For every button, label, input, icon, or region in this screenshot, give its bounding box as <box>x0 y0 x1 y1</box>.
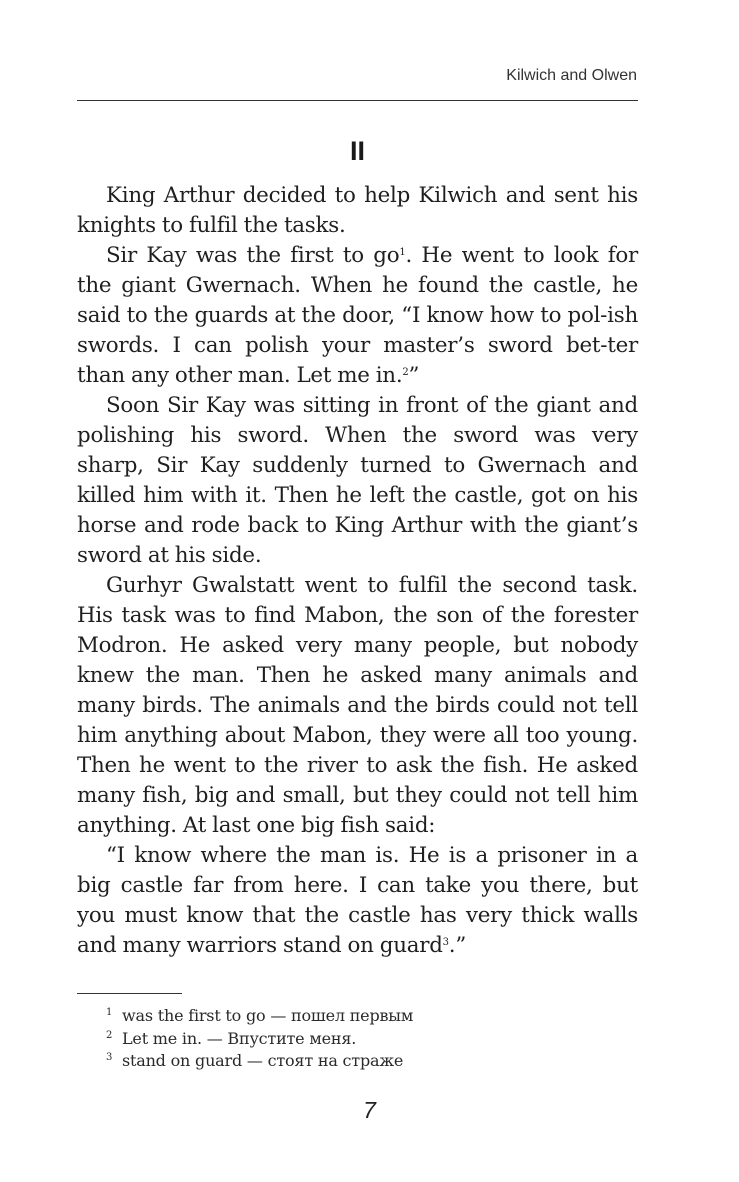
footnote-item: 3 stand on guard — стоят на страже <box>106 1051 404 1070</box>
page-number: 7 <box>363 1097 376 1123</box>
paragraph-2-text-a: Sir Kay was the first to go <box>106 243 400 268</box>
footnote-ref-1: 1 <box>399 247 406 258</box>
paragraph-2 <box>77 241 638 391</box>
footnote-item: 1 was the first to go — пошел первым <box>106 1006 414 1025</box>
footnote-divider <box>77 993 182 994</box>
paragraph-5-text-b: .” <box>448 933 467 958</box>
paragraph-3: Soon Sir Kay was sitting in front of the giant and polishing his sword. When the sword was very sharp, Sir Kay suddenly turned to Gwernach and killed him with it. Then he left the castle, got on his horse and rode back to King Arthur with the giant’s sword at his side. <box>77 393 638 568</box>
body-text <box>77 181 638 961</box>
paragraph-4: Gurhyr Gwalstatt went to fulfil the second task. His task was to find Mabon, the son of the forester Modron. He asked very many people, but nobody knew the man. Then he asked many animals and many birds. The animals and the birds could not tell him anything about Mabon, they were all too young. Then he went to the river to ask the fish. He asked many fish, big and small, but they could not tell him anything. At last one big fish said: <box>77 573 638 838</box>
chapter-number: II <box>349 136 365 166</box>
paragraph-2-text-b: . He went to look for the giant Gwernach. When he found the castle, he said to the guards at the door, “I know how to pol-ish swords. I can polish your master’s sword bet-ter than any other man. Let me in. <box>77 243 638 388</box>
footnote-ref-3: 3 <box>442 937 449 948</box>
paragraph-5-text-a: “I know where the man is. He is a prisoner in a big castle far from here. I can take you there, but you must know that the castle has very thick walls and many warriors stand on guard <box>77 843 638 958</box>
footnote-text: Let me in. — Впустите меня. <box>122 1028 357 1048</box>
paragraph-1: King Arthur decided to help Kilwich and sent his knights to fulfil the tasks. <box>77 183 638 238</box>
footnote-text: was the first to go — пошел первым <box>122 1006 414 1025</box>
paragraph-5 <box>77 841 638 961</box>
paragraph-2-text-c: ” <box>408 363 420 388</box>
footnote-text: stand on guard — стоят на страже <box>122 1051 404 1070</box>
header-divider <box>77 100 638 101</box>
footnotes <box>106 1005 413 1073</box>
running-head-title: Kilwich and Olwen <box>506 67 637 84</box>
footnote-ref-2: 2 <box>402 367 409 378</box>
footnote-item: 2 Let me in. — Впустите меня. <box>106 1028 357 1048</box>
